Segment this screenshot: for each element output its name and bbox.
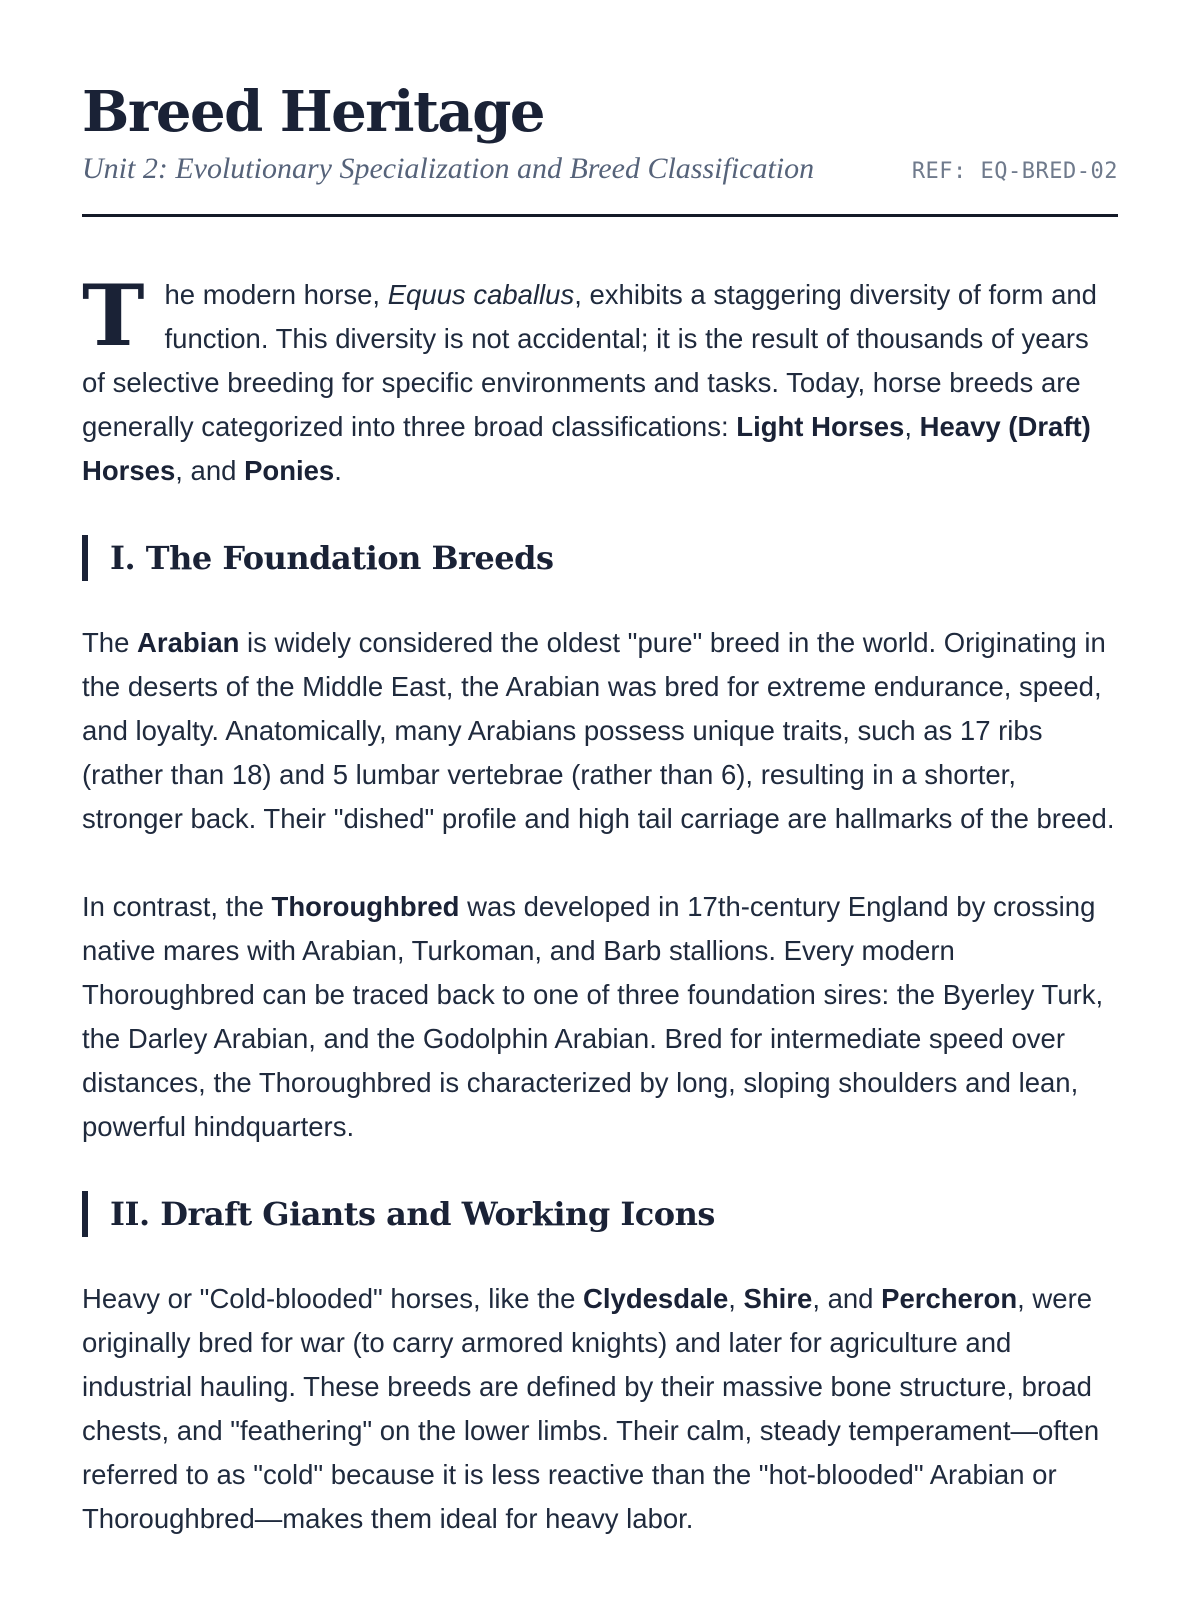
intro-paragraph [82,265,1118,493]
intro-text-5: . [334,454,342,486]
header-subrow [82,152,1118,217]
draft-paragraph [82,1277,1118,1541]
paragraph-text: , were originally bred for war (to carry armored knights) and later for agriculture and industrial hauling. These breeds are defined by their massive bone structure, broad chests, and "feathering" on the lower limbs. Their calm, steady temperament—often referred to as "cold" because it is less reactive than the "hot-blooded" Arabian or Thoroughbred—makes them ideal for heavy labor. [82,1282,1100,1534]
section-heading-draft-giants: II. Draft Giants and Working Icons [82,1191,1118,1237]
class-light-horses: Light Horses [736,410,905,442]
reference-code: REF: EQ-BRED-02 [911,158,1118,184]
paragraph-text: , and [812,1282,882,1314]
paragraph-text: In contrast, the [82,890,272,922]
paragraph-text: is widely considered the oldest "pure" breed in the world. Originating in the deserts of the Middle East, the Arabian was bred for extreme endurance, speed, and loyalty. Anatomically, many Arabians possess unique traits, such as 17 ribs (rather than 18) and 5 lumbar vertebrae (rather than 6), resulting in a shorter, stronger back. Their "dished" profile and high tail carriage are hallmarks of the breed. [82,626,1115,834]
intro-text-1: he modern horse, [164,278,388,310]
class-ponies: Ponies [244,454,335,486]
intro-text-3: , [904,410,920,442]
breed-arabian: Arabian [137,626,240,658]
section-heading-foundation-breeds: I. The Foundation Breeds [82,535,1118,581]
species-name: Equus caballus [387,278,575,310]
class-heavy-horses: Heavy (Draft) Horses [82,410,1091,486]
page-title: Breed Heritage [82,79,544,145]
paragraph-text: , [728,1282,744,1314]
thoroughbred-paragraph [82,885,1118,1149]
breed-clydesdale: Clydesdale [583,1282,729,1314]
intro-text-4: , and [175,454,245,486]
drop-cap: T [82,265,145,365]
intro-text-2: , exhibits a staggering diversity of form and function. This diversity is not accidental; it is the result of thousands of years of selective breeding for specific environments and tasks. Today, horse breeds are generally categorized into three broad classifications: [82,278,1097,442]
breed-percheron: Percheron [881,1282,1018,1314]
page-subtitle: Unit 2: Evolutionary Specialization and Breed Classification [82,151,815,185]
arabian-paragraph [82,621,1118,841]
paragraph-text: was developed in 17th-century England by crossing native mares with Arabian, Turkoman, and Barb stallions. Every modern Thoroughbred can be traced back to one of three foundation sires: the Byerley Turk, the Darley Arabian, and the Godolphin Arabian. Bred for intermediate speed over distances, the Thoroughbred is characterized by long, sloping shoulders and lean, powerful hindquarters. [82,890,1104,1142]
breed-shire: Shire [743,1282,813,1314]
paragraph-text: The [82,626,138,658]
breed-thoroughbred: Thoroughbred [271,890,460,922]
paragraph-text: Heavy or "Cold-blooded" horses, like the [82,1282,584,1314]
